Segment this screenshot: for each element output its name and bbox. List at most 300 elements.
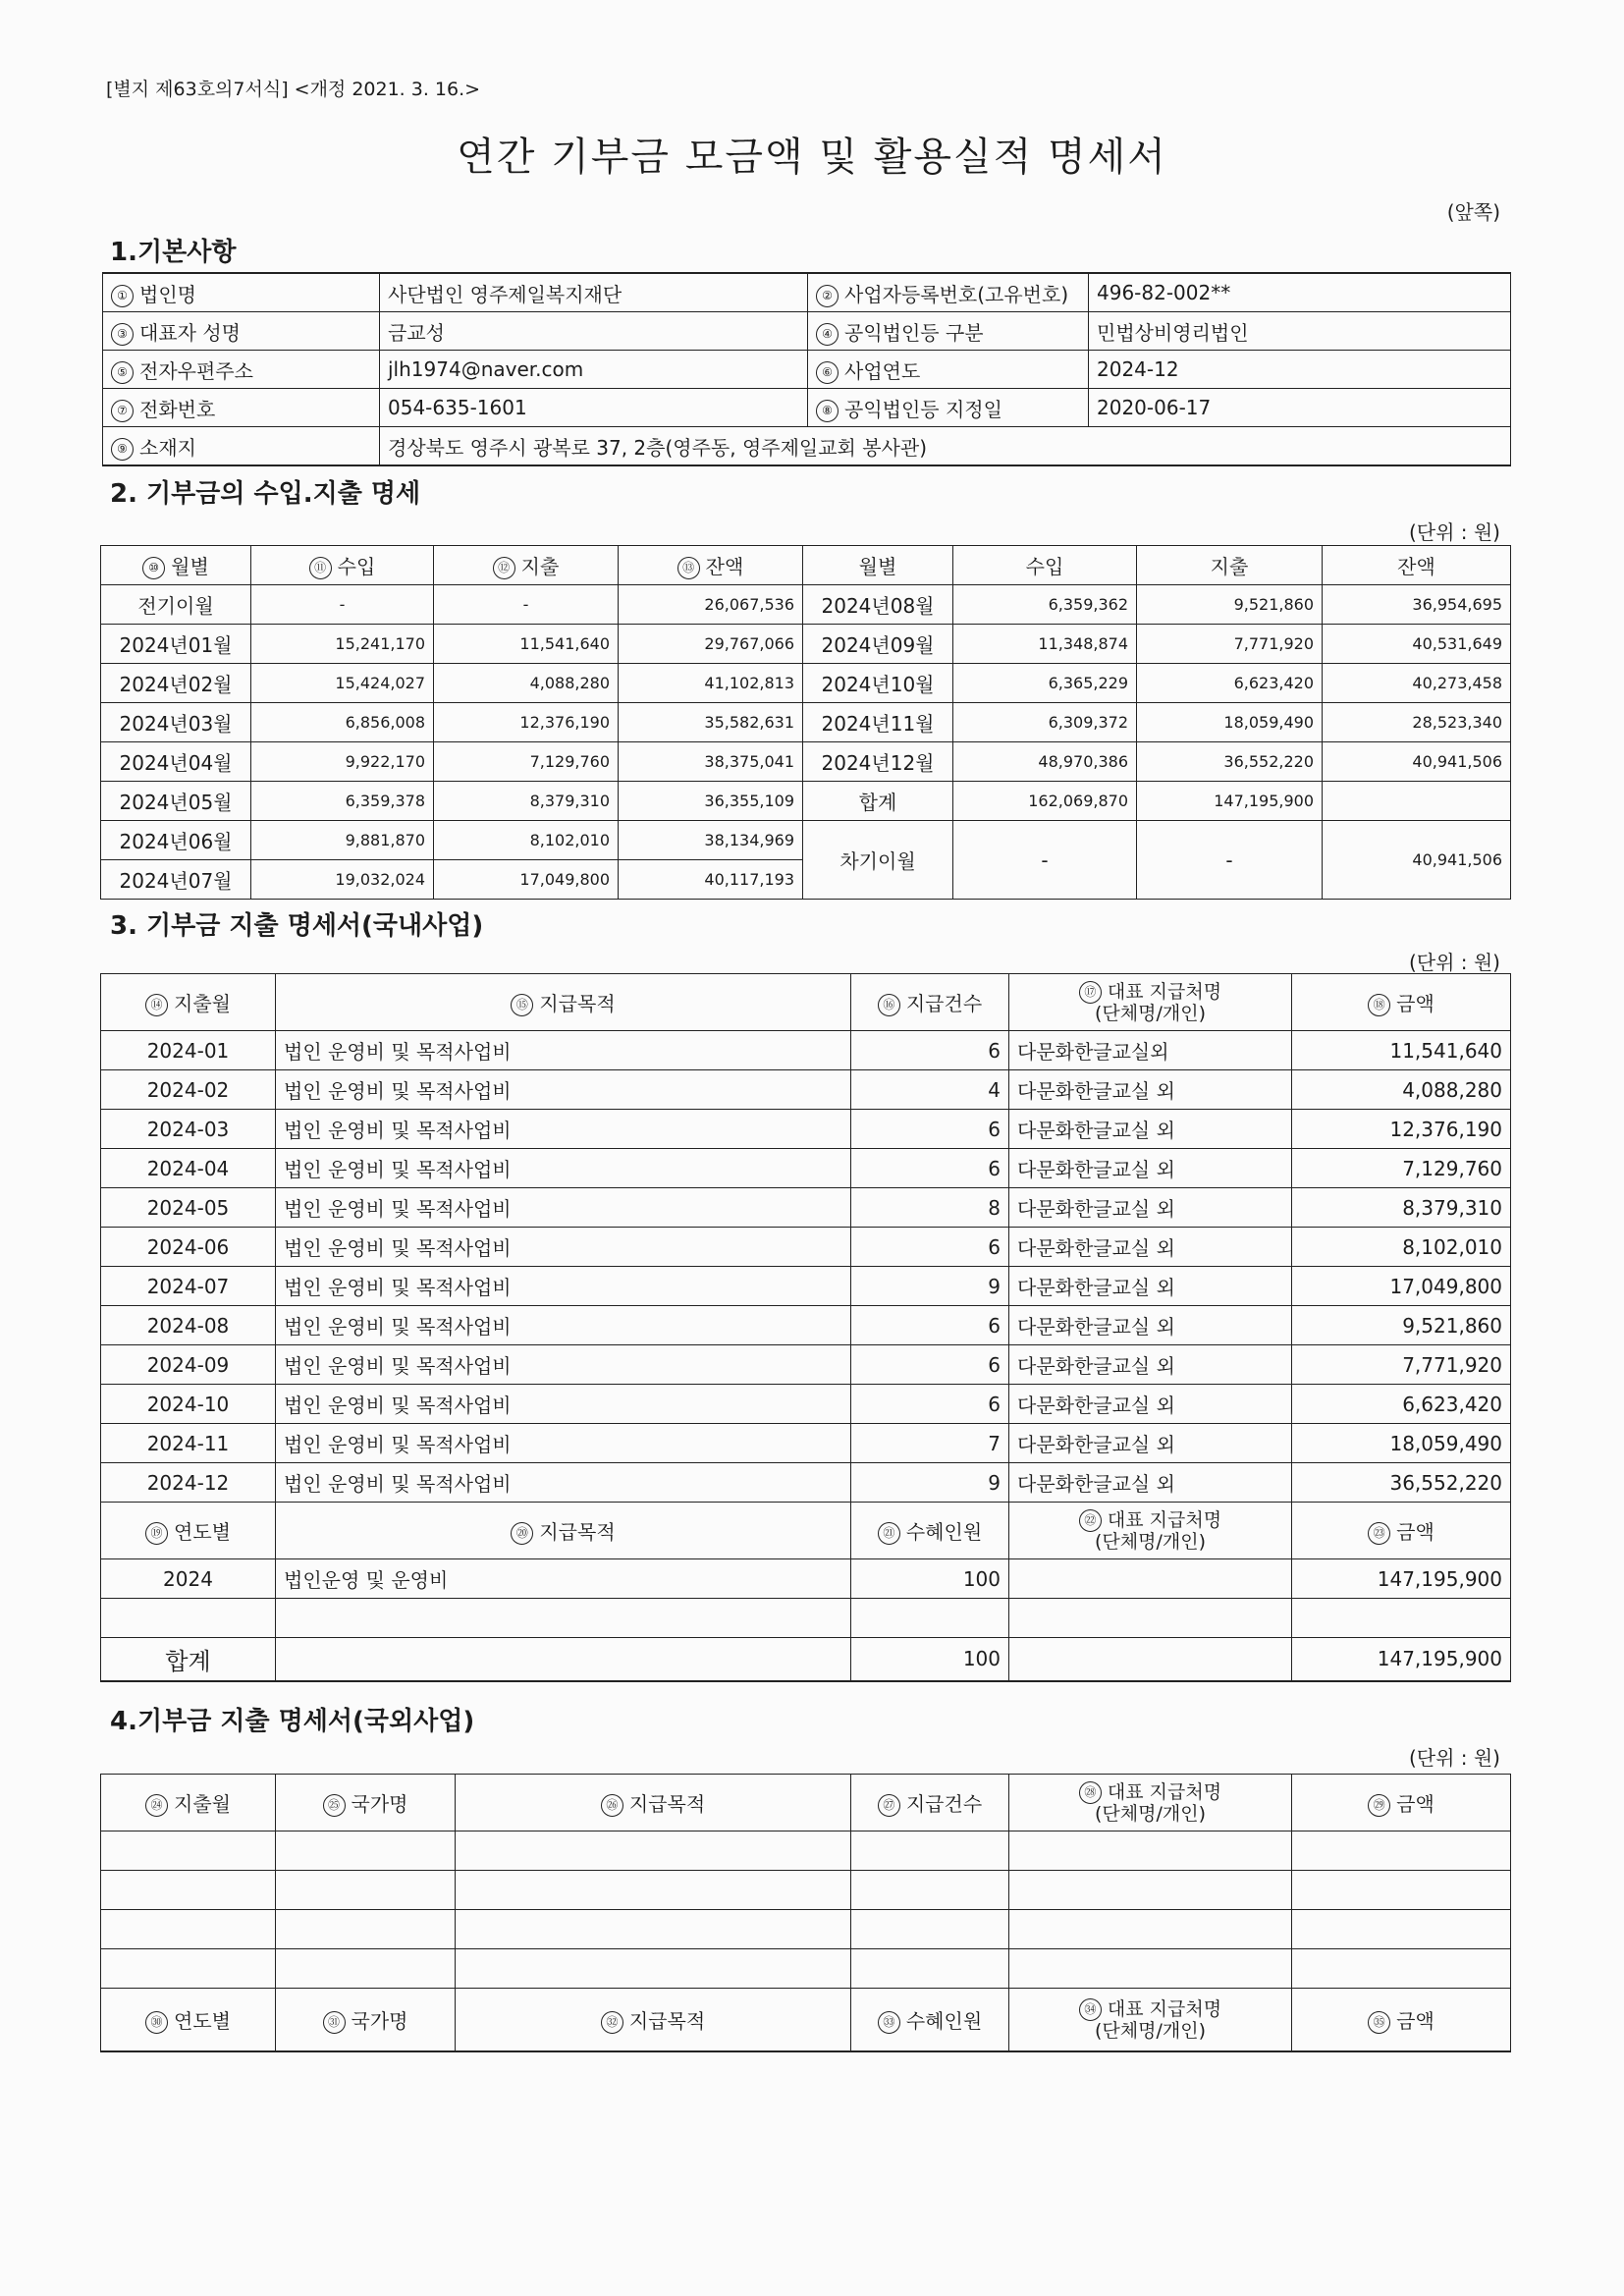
- info-label-text: 전화번호: [139, 397, 216, 421]
- carry-forward-income-text: -: [1041, 847, 1049, 872]
- purpose: [276, 1424, 851, 1463]
- item-number-badge: ①: [111, 285, 134, 307]
- header-income-2: [953, 546, 1137, 585]
- amount: [1292, 1463, 1511, 1503]
- domestic-row: [101, 1463, 1511, 1503]
- carry-forward-expense-text: -: [1225, 847, 1233, 872]
- purpose-text: 법인 운영비 및 목적사업비: [284, 1197, 512, 1221]
- empty-cell: [101, 1831, 276, 1871]
- count-text: 4: [988, 1077, 1001, 1102]
- info-label: [103, 273, 380, 312]
- header-income: [251, 546, 434, 585]
- purpose-text: 법인 운영비 및 목적사업비: [284, 1236, 512, 1260]
- info-value-text: 496-82-002**: [1097, 281, 1231, 304]
- info-value-text: 민법상비영리법인: [1097, 320, 1249, 345]
- empty-cell: [456, 1949, 851, 1989]
- section4-heading: 4.기부금 지출 명세서(국외사업): [110, 1707, 475, 1736]
- income-text: 9,881,870: [345, 831, 425, 849]
- address-value: [380, 427, 1511, 466]
- purpose: [276, 1345, 851, 1385]
- header-amount-text: 금액: [1396, 1520, 1435, 1544]
- info-value: [1089, 351, 1511, 389]
- expense-month: [101, 1424, 276, 1463]
- balance: [619, 625, 803, 664]
- income-text: 15,241,170: [335, 634, 425, 653]
- item-number-badge: ⑨: [111, 438, 134, 461]
- empty-cell: [456, 1871, 851, 1910]
- header-month-text: 월별: [171, 555, 209, 578]
- expense-month-text: 2024-12: [146, 1470, 230, 1495]
- expense-text: 12,376,190: [519, 713, 610, 732]
- purpose: [276, 1559, 851, 1599]
- balance-text: 26,067,536: [704, 595, 794, 614]
- recipient: [1009, 1559, 1292, 1599]
- info-label-text: 법인명: [139, 282, 196, 306]
- expense-2-text: 36,552,220: [1223, 752, 1314, 771]
- purpose-text: 법인 운영비 및 목적사업비: [284, 1119, 512, 1142]
- header-country-text: 국가명: [351, 2008, 408, 2033]
- count: [851, 1385, 1009, 1424]
- month-2-text: 2024년10월: [821, 673, 935, 696]
- count-text: 9: [988, 1470, 1001, 1495]
- address-label: [103, 427, 380, 466]
- amount: [1292, 1424, 1511, 1463]
- header-purpose-text: 지급목적: [539, 1520, 616, 1544]
- income-row: [101, 585, 1511, 625]
- expense-2-text: 9,521,860: [1233, 595, 1314, 614]
- expense-month-text: 2024-10: [146, 1392, 230, 1416]
- month: [101, 860, 251, 900]
- info-label-text: 사업자등록번호(고유번호): [844, 282, 1069, 306]
- header-recipient-text: 대표 지급처명: [1107, 981, 1222, 1003]
- address-row: [103, 427, 1511, 466]
- purpose-text: 법인 운영비 및 목적사업비: [284, 1079, 512, 1103]
- overseas-empty-row: [101, 1871, 1511, 1910]
- carry-forward-income: [953, 821, 1137, 900]
- header-expense-2: [1137, 546, 1323, 585]
- header-count: [851, 1775, 1009, 1831]
- count: [851, 1345, 1009, 1385]
- purpose-text: 법인 운영비 및 목적사업비: [284, 1433, 512, 1456]
- count: [851, 1070, 1009, 1110]
- count-text: 6: [988, 1156, 1001, 1180]
- expense-2: [1137, 782, 1323, 821]
- purpose: [276, 1031, 851, 1070]
- income-2-text: 6,365,229: [1048, 674, 1128, 692]
- header-recipient-text: 대표 지급처명: [1107, 1781, 1222, 1803]
- recipient: [1009, 1345, 1292, 1385]
- month-text: 2024년01월: [119, 633, 233, 657]
- section3-unit: (단위 : 원): [1408, 951, 1500, 974]
- address-value-text: 경상북도 영주시 광복로 37, 2층(영주동, 영주제일교회 봉사관): [388, 435, 927, 460]
- expense-month-text: 2024-08: [146, 1313, 230, 1338]
- purpose: [276, 1306, 851, 1345]
- item-number-badge: ⑥: [816, 361, 839, 384]
- expense-text: -: [522, 595, 529, 614]
- year-text: 2024: [163, 1566, 213, 1591]
- yearly-row: [101, 1559, 1511, 1599]
- month-2: [803, 585, 953, 625]
- info-value: [380, 351, 808, 389]
- purpose-text: 법인 운영비 및 목적사업비: [284, 1276, 512, 1299]
- month: [101, 664, 251, 703]
- item-number-badge: ㉓: [1368, 1522, 1390, 1545]
- header-recipient-text: 대표 지급처명: [1107, 1509, 1222, 1531]
- purpose-text: 법인운영 및 운영비: [284, 1568, 449, 1592]
- recipient-text: 다문화한글교실 외: [1017, 1158, 1175, 1181]
- income: [251, 585, 434, 625]
- form-reference: [별지 제63호의7서식] <개정 2021. 3. 16.>: [106, 79, 481, 100]
- item-number-badge: ㉚: [145, 2011, 168, 2034]
- recipient-text: 다문화한글교실 외: [1017, 1354, 1175, 1378]
- income-2-text: 6,359,362: [1048, 595, 1128, 614]
- amount: [1292, 1306, 1511, 1345]
- header-recipient: [1009, 1989, 1292, 2051]
- amount: [1292, 1149, 1511, 1188]
- info-label-text: 대표자 성명: [139, 320, 241, 345]
- count: [851, 1424, 1009, 1463]
- info-label: [103, 351, 380, 389]
- income-row: [101, 821, 1511, 860]
- balance: [619, 742, 803, 782]
- basic-info-row: [103, 351, 1511, 389]
- expense: [434, 860, 619, 900]
- empty-cell: [101, 1871, 276, 1910]
- recipient-text: 다문화한글교실 외: [1017, 1315, 1175, 1339]
- header-beneficiaries: [851, 1503, 1009, 1559]
- info-label-text: 사업연도: [844, 358, 921, 383]
- purpose: [276, 1149, 851, 1188]
- overseas-empty-row: [101, 1831, 1511, 1871]
- year: [101, 1559, 276, 1599]
- header-amount: [1292, 1503, 1511, 1559]
- expense-text: 8,102,010: [529, 831, 610, 849]
- item-number-badge: ㉒: [1079, 1509, 1102, 1532]
- beneficiaries: [851, 1559, 1009, 1599]
- empty-cell: [1292, 1599, 1511, 1638]
- amount-text: 6,623,420: [1402, 1392, 1502, 1416]
- expense-2-text: 18,059,490: [1223, 713, 1314, 732]
- item-number-badge: ④: [816, 323, 839, 346]
- balance-2: [1323, 585, 1511, 625]
- income: [251, 860, 434, 900]
- header-month: [101, 546, 251, 585]
- income: [251, 782, 434, 821]
- total-row: [101, 1638, 1511, 1681]
- month-text: 2024년05월: [119, 791, 233, 814]
- domestic-expense-table: [100, 973, 1511, 1682]
- expense: [434, 742, 619, 782]
- carry-forward-label-text: 차기이월: [839, 849, 916, 873]
- item-number-badge: ㉝: [878, 2011, 900, 2034]
- month: [101, 585, 251, 625]
- address-label-text: 소재지: [139, 435, 196, 460]
- income-2-text: 162,069,870: [1028, 792, 1128, 810]
- month-2-text: 2024년12월: [821, 751, 935, 775]
- domestic-row: [101, 1306, 1511, 1345]
- domestic-row: [101, 1070, 1511, 1110]
- domestic-row: [101, 1424, 1511, 1463]
- domestic-row: [101, 1110, 1511, 1149]
- recipient: [1009, 1188, 1292, 1228]
- month-text: 2024년04월: [119, 751, 233, 775]
- header-purpose: [456, 1989, 851, 2051]
- total-label: [101, 1638, 276, 1681]
- empty-cell: [456, 1831, 851, 1871]
- count: [851, 1110, 1009, 1149]
- amount: [1292, 1110, 1511, 1149]
- header-purpose: [276, 1503, 851, 1559]
- info-value-text: 2024-12: [1097, 357, 1179, 381]
- header-count: [851, 974, 1009, 1031]
- purpose-text: 법인 운영비 및 목적사업비: [284, 1394, 512, 1417]
- income: [251, 625, 434, 664]
- balance-text: 38,375,041: [704, 752, 794, 771]
- carry-forward-balance-text: 40,941,506: [1412, 850, 1502, 869]
- balance-text: 35,582,631: [704, 713, 794, 732]
- balance: [619, 703, 803, 742]
- domestic-row: [101, 1385, 1511, 1424]
- header-purpose-text: 지급목적: [539, 992, 616, 1015]
- recipient-text: 다문화한글교실 외: [1017, 1276, 1175, 1299]
- balance-2: [1323, 782, 1511, 821]
- count: [851, 1306, 1009, 1345]
- purpose: [276, 1110, 851, 1149]
- month-2-text: 2024년09월: [821, 633, 935, 657]
- header-income-text: 수입: [337, 555, 376, 578]
- recipient-text: 다문화한글교실 외: [1017, 1472, 1175, 1496]
- header-purpose-text: 지급목적: [628, 2008, 706, 2033]
- empty-cell: [1292, 1949, 1511, 1989]
- income-text: 9,922,170: [345, 752, 425, 771]
- header-year-text: 연도별: [174, 2008, 231, 2033]
- recipient: [1009, 1267, 1292, 1306]
- domestic-row: [101, 1188, 1511, 1228]
- month-2: [803, 703, 953, 742]
- expense-month: [101, 1149, 276, 1188]
- expense-text: 4,088,280: [529, 674, 610, 692]
- purpose: [276, 1463, 851, 1503]
- overseas-yearly-header-row: [101, 1989, 1511, 2051]
- expense-month: [101, 1345, 276, 1385]
- recipient: [1009, 1463, 1292, 1503]
- expense: [434, 821, 619, 860]
- amount-text: 7,771,920: [1402, 1352, 1502, 1377]
- balance: [619, 782, 803, 821]
- expense-2: [1137, 585, 1323, 625]
- amount-text: 7,129,760: [1402, 1156, 1502, 1180]
- month-2: [803, 742, 953, 782]
- month-2: [803, 664, 953, 703]
- overseas-empty-row: [101, 1949, 1511, 1989]
- header-expense-month-text: 지출월: [174, 1792, 231, 1816]
- empty-cell: [851, 1599, 1009, 1638]
- item-number-badge: ㉘: [1079, 1781, 1102, 1804]
- expense: [434, 782, 619, 821]
- count-text: 6: [988, 1038, 1001, 1063]
- income-text: 6,359,378: [345, 792, 425, 810]
- recipient: [1009, 1110, 1292, 1149]
- income: [251, 703, 434, 742]
- expense-2: [1137, 742, 1323, 782]
- yearly-header-row: [101, 1503, 1511, 1559]
- expense-month: [101, 1110, 276, 1149]
- month-2-text: 합계: [858, 791, 897, 814]
- amount: [1292, 1385, 1511, 1424]
- header-purpose: [276, 974, 851, 1031]
- balance: [619, 664, 803, 703]
- amount: [1292, 1188, 1511, 1228]
- expense-2: [1137, 664, 1323, 703]
- income: [251, 821, 434, 860]
- info-label-text: 공익법인등 지정일: [844, 397, 1002, 421]
- basic-info-table: [102, 272, 1511, 466]
- item-number-badge: ②: [816, 285, 839, 307]
- recipient: [1009, 1424, 1292, 1463]
- expense-2: [1137, 703, 1323, 742]
- empty-cell: [276, 1831, 456, 1871]
- header-recipient: [1009, 974, 1292, 1031]
- header-beneficiaries-text: 수혜인원: [905, 1520, 983, 1544]
- purpose-text: 법인 운영비 및 목적사업비: [284, 1354, 512, 1378]
- expense-month: [101, 1228, 276, 1267]
- header-beneficiaries-text: 수혜인원: [905, 2008, 983, 2033]
- empty-cell: [1292, 1831, 1511, 1871]
- recipient-text: 다문화한글교실 외: [1017, 1197, 1175, 1221]
- income-2: [953, 782, 1137, 821]
- amount: [1292, 1228, 1511, 1267]
- recipient: [1009, 1031, 1292, 1070]
- document-title: 연간 기부금 모금액 및 활용실적 명세서: [457, 135, 1167, 180]
- income-2: [953, 742, 1137, 782]
- expense-text: 17,049,800: [519, 870, 610, 889]
- income-row: [101, 664, 1511, 703]
- expense-month-text: 2024-04: [146, 1156, 230, 1180]
- info-value-text: 054-635-1601: [388, 396, 527, 419]
- balance-text: 40,117,193: [704, 870, 794, 889]
- header-recipient-subtext: (단체명/개인): [1095, 2019, 1206, 2042]
- header-count-text: 지급건수: [905, 992, 983, 1015]
- item-number-badge: ㉙: [1368, 1794, 1390, 1817]
- header-balance-text: 잔액: [705, 555, 744, 578]
- item-number-badge: ⑯: [878, 994, 900, 1016]
- item-number-badge: ③: [111, 323, 134, 346]
- total-amount-text: 147,195,900: [1377, 1647, 1502, 1671]
- info-value: [380, 312, 808, 351]
- purpose: [276, 1188, 851, 1228]
- count-text: 6: [988, 1117, 1001, 1141]
- header-beneficiaries: [851, 1989, 1009, 2051]
- header-expense-month: [101, 974, 276, 1031]
- item-number-badge: ⑭: [145, 994, 168, 1016]
- item-number-badge: ⑩: [142, 557, 165, 579]
- purpose: [276, 1070, 851, 1110]
- balance: [619, 860, 803, 900]
- section3-heading: 3. 기부금 지출 명세서(국내사업): [110, 911, 484, 941]
- empty-cell: [276, 1871, 456, 1910]
- section4-unit: (단위 : 원): [1408, 1746, 1500, 1770]
- header-income-2-text: 수입: [1025, 555, 1064, 578]
- info-value: [380, 389, 808, 427]
- page-side-note: (앞쪽): [1446, 200, 1500, 224]
- info-value-text: 사단법인 영주제일복지재단: [388, 282, 623, 306]
- month: [101, 821, 251, 860]
- purpose: [276, 1385, 851, 1424]
- item-number-badge: ⑪: [309, 557, 332, 579]
- overseas-header-row: [101, 1775, 1511, 1831]
- header-expense: [434, 546, 619, 585]
- section2-unit: (단위 : 원): [1408, 520, 1500, 544]
- expense-month-text: 2024-09: [146, 1352, 230, 1377]
- expense-month: [101, 1267, 276, 1306]
- recipient-text: 다문화한글교실외: [1017, 1040, 1169, 1064]
- header-recipient: [1009, 1775, 1292, 1831]
- item-number-badge: ⑤: [111, 361, 134, 384]
- domestic-header-row: [101, 974, 1511, 1031]
- balance-text: 38,134,969: [704, 831, 794, 849]
- expense-2-text: 7,771,920: [1233, 634, 1314, 653]
- empty-cell: [1292, 1871, 1511, 1910]
- purpose: [276, 1228, 851, 1267]
- income-2-text: 11,348,874: [1038, 634, 1128, 653]
- info-value: [1089, 389, 1511, 427]
- count-text: 6: [988, 1392, 1001, 1416]
- total-label-text: 합계: [165, 1647, 211, 1675]
- count: [851, 1149, 1009, 1188]
- header-recipient-text: 대표 지급처명: [1107, 1997, 1222, 2020]
- month-text: 2024년02월: [119, 673, 233, 696]
- empty-cell: [1009, 1831, 1292, 1871]
- recipient-text: 다문화한글교실 외: [1017, 1079, 1175, 1103]
- count: [851, 1267, 1009, 1306]
- expense: [434, 585, 619, 625]
- info-value-text: jlh1974@naver.com: [388, 357, 584, 381]
- empty-cell: [276, 1949, 456, 1989]
- recipient-text: 다문화한글교실 외: [1017, 1236, 1175, 1260]
- info-label: [103, 312, 380, 351]
- month: [101, 625, 251, 664]
- expense-2-text: 6,623,420: [1233, 674, 1314, 692]
- recipient: [1009, 1385, 1292, 1424]
- expense: [434, 664, 619, 703]
- recipient: [1009, 1228, 1292, 1267]
- balance-2-text: 36,954,695: [1412, 595, 1502, 614]
- info-label-text: 공익법인등 구분: [844, 320, 984, 345]
- count-text: 6: [988, 1352, 1001, 1377]
- count-text: 8: [988, 1195, 1001, 1220]
- beneficiaries-text: 100: [962, 1566, 1001, 1591]
- expense-month: [101, 1070, 276, 1110]
- empty-cell: [1009, 1910, 1292, 1949]
- empty-cell: [456, 1910, 851, 1949]
- count-text: 6: [988, 1234, 1001, 1259]
- info-label: [103, 389, 380, 427]
- expense-2-text: 147,195,900: [1214, 792, 1314, 810]
- total-amount: [1292, 1638, 1511, 1681]
- empty-cell: [851, 1871, 1009, 1910]
- balance: [619, 821, 803, 860]
- count: [851, 1031, 1009, 1070]
- income-2: [953, 703, 1137, 742]
- header-year: [101, 1989, 276, 2051]
- amount: [1292, 1031, 1511, 1070]
- amount: [1292, 1345, 1511, 1385]
- basic-info-row: [103, 312, 1511, 351]
- amount-text: 4,088,280: [1402, 1077, 1502, 1102]
- purpose-text: 법인 운영비 및 목적사업비: [284, 1040, 512, 1064]
- income-2-text: 48,970,386: [1038, 752, 1128, 771]
- item-number-badge: ㉖: [601, 1794, 623, 1817]
